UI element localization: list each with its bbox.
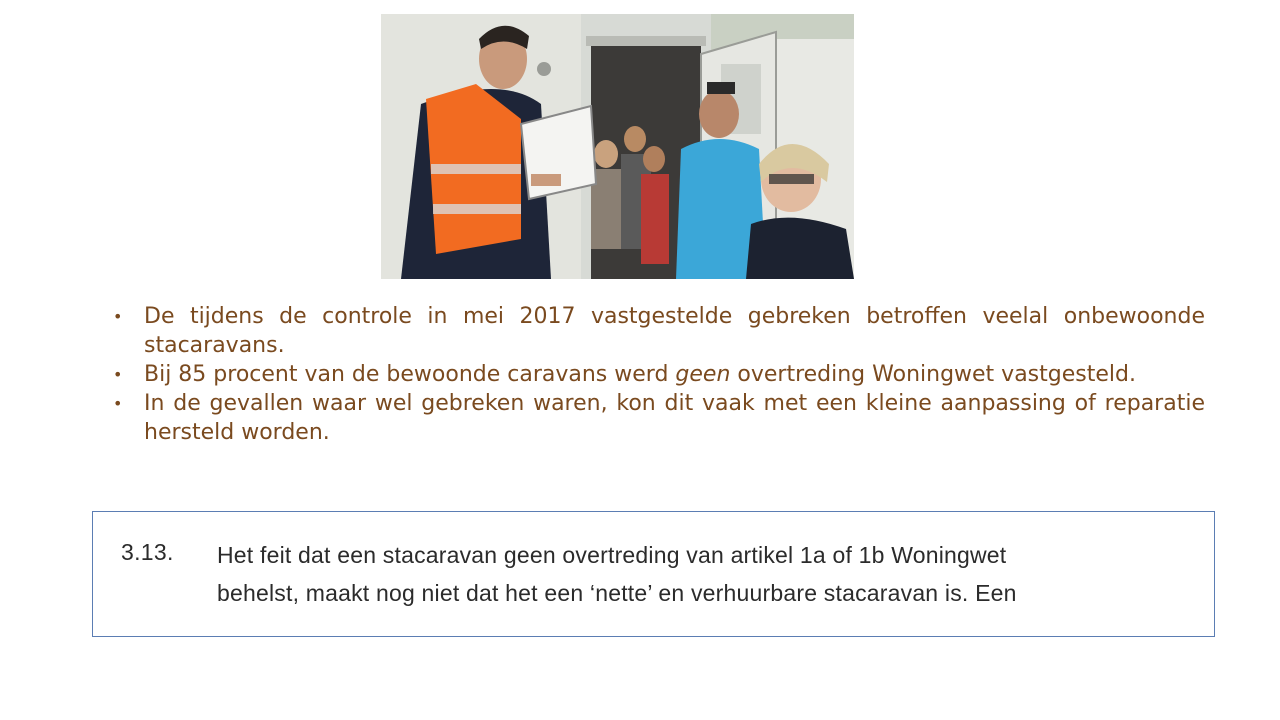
list-item [110, 389, 1205, 447]
quoted-paragraph [217, 536, 1207, 612]
list-item [110, 360, 1205, 389]
inspection-photo-graphic [381, 14, 854, 279]
bullet-text-before: Bij 85 procent van de bewoonde caravans werd [144, 362, 676, 387]
list-item [110, 302, 1205, 360]
quote-line-2: behelst, maakt nog niet dat het een ‘nette’ en verhuurbare stacaravan is. Een [217, 580, 1017, 606]
bullet-text: De tijdens de controle in mei 2017 vastgestelde gebreken betroffen veelal onbewoonde stacaravans. [144, 304, 1205, 358]
quote-line-1: Het feit dat een stacaravan geen overtreding van artikel 1a of 1b Woningwet [217, 542, 1007, 568]
bullet-icon: • [113, 365, 123, 384]
bullet-text-after: overtreding Woningwet vastgesteld. [730, 362, 1136, 387]
findings-bullet-list [110, 302, 1205, 447]
bullet-icon: • [113, 394, 123, 413]
bullet-icon: • [113, 307, 123, 326]
paragraph-number: 3.13. [121, 539, 174, 565]
bullet-emphasis: geen [675, 362, 731, 387]
bullet-text: In de gevallen waar wel gebreken waren, kon dit vaak met een kleine aanpassing of reparatie hersteld worden. [144, 391, 1205, 445]
inspection-photo [381, 14, 854, 279]
quoted-excerpt-box [92, 511, 1215, 637]
